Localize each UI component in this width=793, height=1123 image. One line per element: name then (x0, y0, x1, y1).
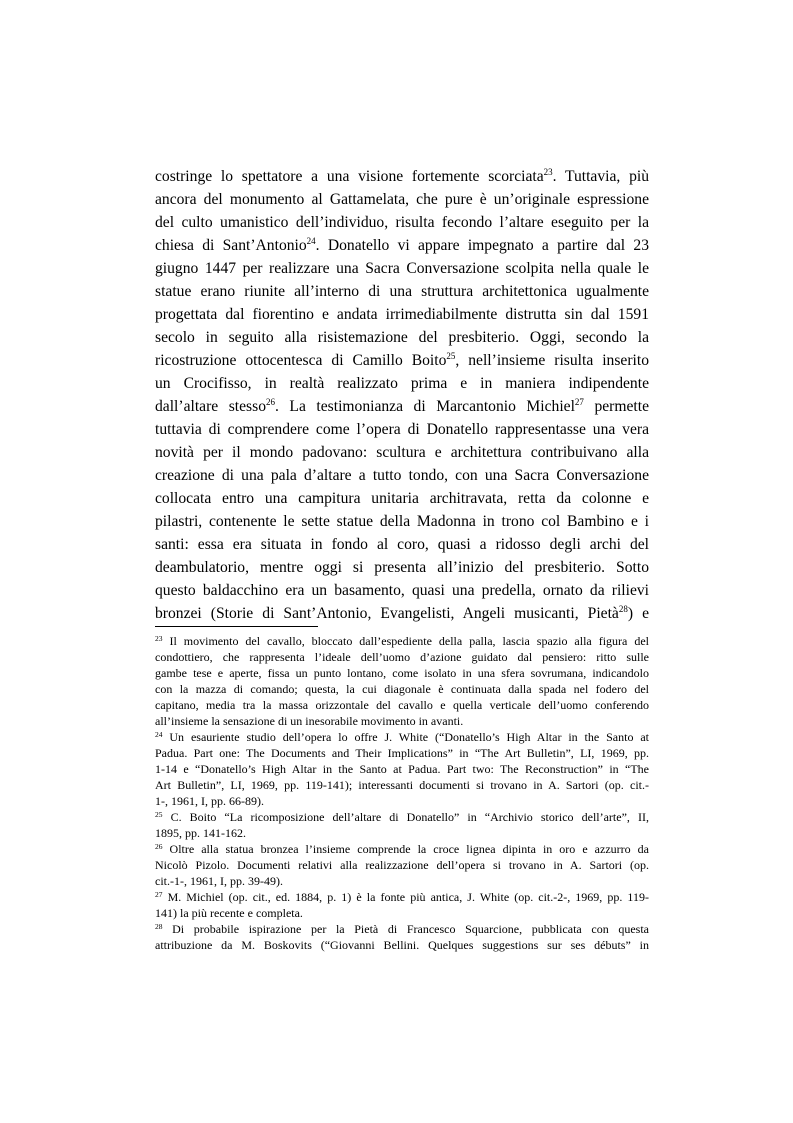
body-line-text: un Crocifisso, in realtà realizzato prima e in maniera indipendente (155, 375, 649, 392)
footnote-text: all’insieme la sensazione di un inesorabile movimento in avanti. (155, 714, 464, 728)
body-line-text: ) e (627, 605, 649, 622)
footnote-line (155, 889, 649, 905)
footnote-line (155, 873, 649, 889)
footnote-line (155, 857, 649, 873)
footnote-line (155, 713, 649, 729)
body-line (155, 395, 649, 418)
body-line (155, 418, 649, 441)
body-line-text: del culto umanistico dell’individuo, risulta fecondo l’altare eseguito per la (155, 214, 649, 231)
footnote-text: gambe tese e aperte, fissa un punto lontano, come isolato in una sfera sovrumana, indicandolo (155, 666, 649, 680)
footnote-text: 1895, pp. 141-162. (155, 826, 246, 840)
body-line-text: ancora del monumento al Gattamelata, che pure è un’originale espressione (155, 191, 649, 208)
body-line-text: creazione di una pala d’altare a tutto tondo, con una Sacra Conversazione (155, 467, 649, 484)
footnote-text: Art Bulletin”, LI, 1969, pp. 119-141); interessanti documenti si trovano in A. Sartori (op. cit.- (155, 778, 649, 792)
footnote-line (155, 745, 649, 761)
body-line (155, 188, 649, 211)
footnote-number: 23 (155, 634, 163, 643)
body-line-text: giugno 1447 per realizzare una Sacra Conversazione scolpita nella quale le (155, 260, 649, 277)
body-line (155, 211, 649, 234)
body-line-text: statue erano riunite all’interno di una struttura architettonica ugualmente (155, 283, 649, 300)
body-line (155, 441, 649, 464)
footnote-text: M. Michiel (op. cit., ed. 1884, p. 1) è la fonte più antica, J. White (op. cit.-2-, 1969, pp. 119- (162, 890, 649, 904)
body-line-text: pilastri, contenente le sette statue della Madonna in trono col Bambino e i (155, 513, 649, 530)
body-line (155, 234, 649, 257)
footnote-ref: 25 (446, 351, 456, 361)
body-line-text: chiesa di Sant’Antonio (155, 237, 307, 254)
footnote-text: 1-, 1961, I, pp. 66-89). (155, 794, 264, 808)
body-line-text: santi: essa era situata in fondo al coro, quasi a ridosso degli archi del (155, 536, 649, 553)
body-line-text: deambulatorio, mentre oggi si presenta all’inizio del presbiterio. Sotto (155, 559, 649, 576)
body-line (155, 303, 649, 326)
footnote-text: C. Boito “La ricomposizione dell’altare di Donatello” in “Archivio storico dell’arte”, II, (162, 810, 649, 824)
body-line-text: questo baldacchino era un basamento, quasi una predella, ornato da rilievi (155, 582, 649, 599)
footnote-text: 141) la più recente e completa. (155, 906, 303, 920)
footnote-text: 1-14 e “Donatello’s High Altar in the Santo at Padua. Part two: The Reconstruction” in “The (155, 762, 649, 776)
body-line-text: novità per il mondo padovano: scultura e architettura contribuivano alla (155, 444, 649, 461)
body-line (155, 165, 649, 188)
footnote-text: Nicolò Pizolo. Documenti relativi alla realizzazione dell’opera si trovano in A. Sartori (op. (155, 858, 649, 872)
body-line-text: . Donatello vi appare impegnato a partire dal 23 (315, 237, 649, 254)
body-line (155, 280, 649, 303)
footnote-text: Il movimento del cavallo, bloccato dall’espediente della palla, lascia spazio alla figura del (162, 634, 649, 648)
body-line (155, 487, 649, 510)
body-line (155, 464, 649, 487)
footnote-ref: 27 (574, 397, 584, 407)
footnote-line (155, 649, 649, 665)
footnote-line (155, 825, 649, 841)
footnote-text: capitano, media tra la massa orizzontale del cavallo e quella verticale dell’uomo conferendo (155, 698, 649, 712)
footnote-text: condottiero, che rappresenta l’ideale dell’uomo d’azione guidato dal pensiero: ritto sulle (155, 650, 649, 664)
body-line (155, 372, 649, 395)
body-line (155, 257, 649, 280)
body-line-text: collocata entro una campitura unitaria architravata, retta da colonne e (155, 490, 649, 507)
body-line-text: costringe lo spettatore a una visione fortemente scorciata (155, 168, 544, 185)
footnote-line (155, 729, 649, 745)
footnotes (155, 633, 649, 953)
footnote-text: Di probabile ispirazione per la Pietà di Francesco Squarcione, pubblicata con questa (162, 922, 649, 936)
body-line-text: secolo in seguito alla risistemazione del presbiterio. Oggi, secondo la (155, 329, 649, 346)
body-line-text: , nell’insieme risulta inserito (455, 352, 649, 369)
footnote-number: 24 (155, 730, 163, 739)
body-text (155, 165, 649, 625)
body-line-text: dall’altare stesso (155, 398, 266, 415)
footnote-number: 28 (155, 922, 163, 931)
footnote-text: Un esauriente studio dell’opera lo offre J. White (“Donatello’s High Altar in the Santo at (162, 730, 649, 744)
body-line (155, 533, 649, 556)
footnote-number: 25 (155, 810, 163, 819)
footnote-line (155, 633, 649, 649)
body-line (155, 579, 649, 602)
footnote-ref: 24 (306, 236, 316, 246)
footnote-line (155, 761, 649, 777)
footnote-ref: 23 (543, 167, 553, 177)
footnote-number: 27 (155, 890, 163, 899)
body-line (155, 510, 649, 533)
body-line (155, 602, 649, 625)
body-line-text: progettata dal fiorentino e andata irrimediabilmente distrutta sin dal 1591 (155, 306, 649, 323)
body-line-text: ricostruzione ottocentesca di Camillo Boito (155, 352, 447, 369)
body-line-text: tuttavia di comprendere come l’opera di Donatello rappresentasse una vera (155, 421, 649, 438)
footnote-line (155, 841, 649, 857)
body-line-text: bronzei (Storie di Sant’Antonio, Evangelisti, Angeli musicanti, Pietà (155, 605, 619, 622)
footnote-text: con la mazza di comando; questa, la cui diagonale è continuata dalla spada nel fodero del (155, 682, 649, 696)
footnote-line (155, 793, 649, 809)
body-line (155, 326, 649, 349)
footnote-text: cit.-1-, 1961, I, pp. 39-49). (155, 874, 283, 888)
body-line-text: . La testimonianza di Marcantonio Michiel (275, 398, 575, 415)
footnote-line (155, 921, 649, 937)
footnote-ref: 26 (266, 397, 275, 407)
footnote-line (155, 937, 649, 953)
footnote-separator (155, 626, 318, 627)
footnote-line (155, 665, 649, 681)
footnote-line (155, 681, 649, 697)
footnote-ref: 28 (618, 604, 628, 614)
footnote-line (155, 809, 649, 825)
footnote-text: attribuzione da M. Boskovits (“Giovanni Bellini. Quelques suggestions sur ses débuts” in (155, 938, 649, 952)
body-line-text: permette (583, 398, 649, 415)
footnote-line (155, 905, 649, 921)
body-line (155, 349, 649, 372)
body-line-text: . Tuttavia, più (552, 168, 649, 185)
footnote-text: Padua. Part one: The Documents and Their Implications” in “The Art Bulletin”, LI, 1969, pp. (155, 746, 649, 760)
footnote-line (155, 777, 649, 793)
body-line (155, 556, 649, 579)
footnote-text: Oltre alla statua bronzea l’insieme comprende la croce lignea dipinta in oro e azzurro da (162, 842, 649, 856)
footnote-number: 26 (155, 842, 163, 851)
footnote-line (155, 697, 649, 713)
